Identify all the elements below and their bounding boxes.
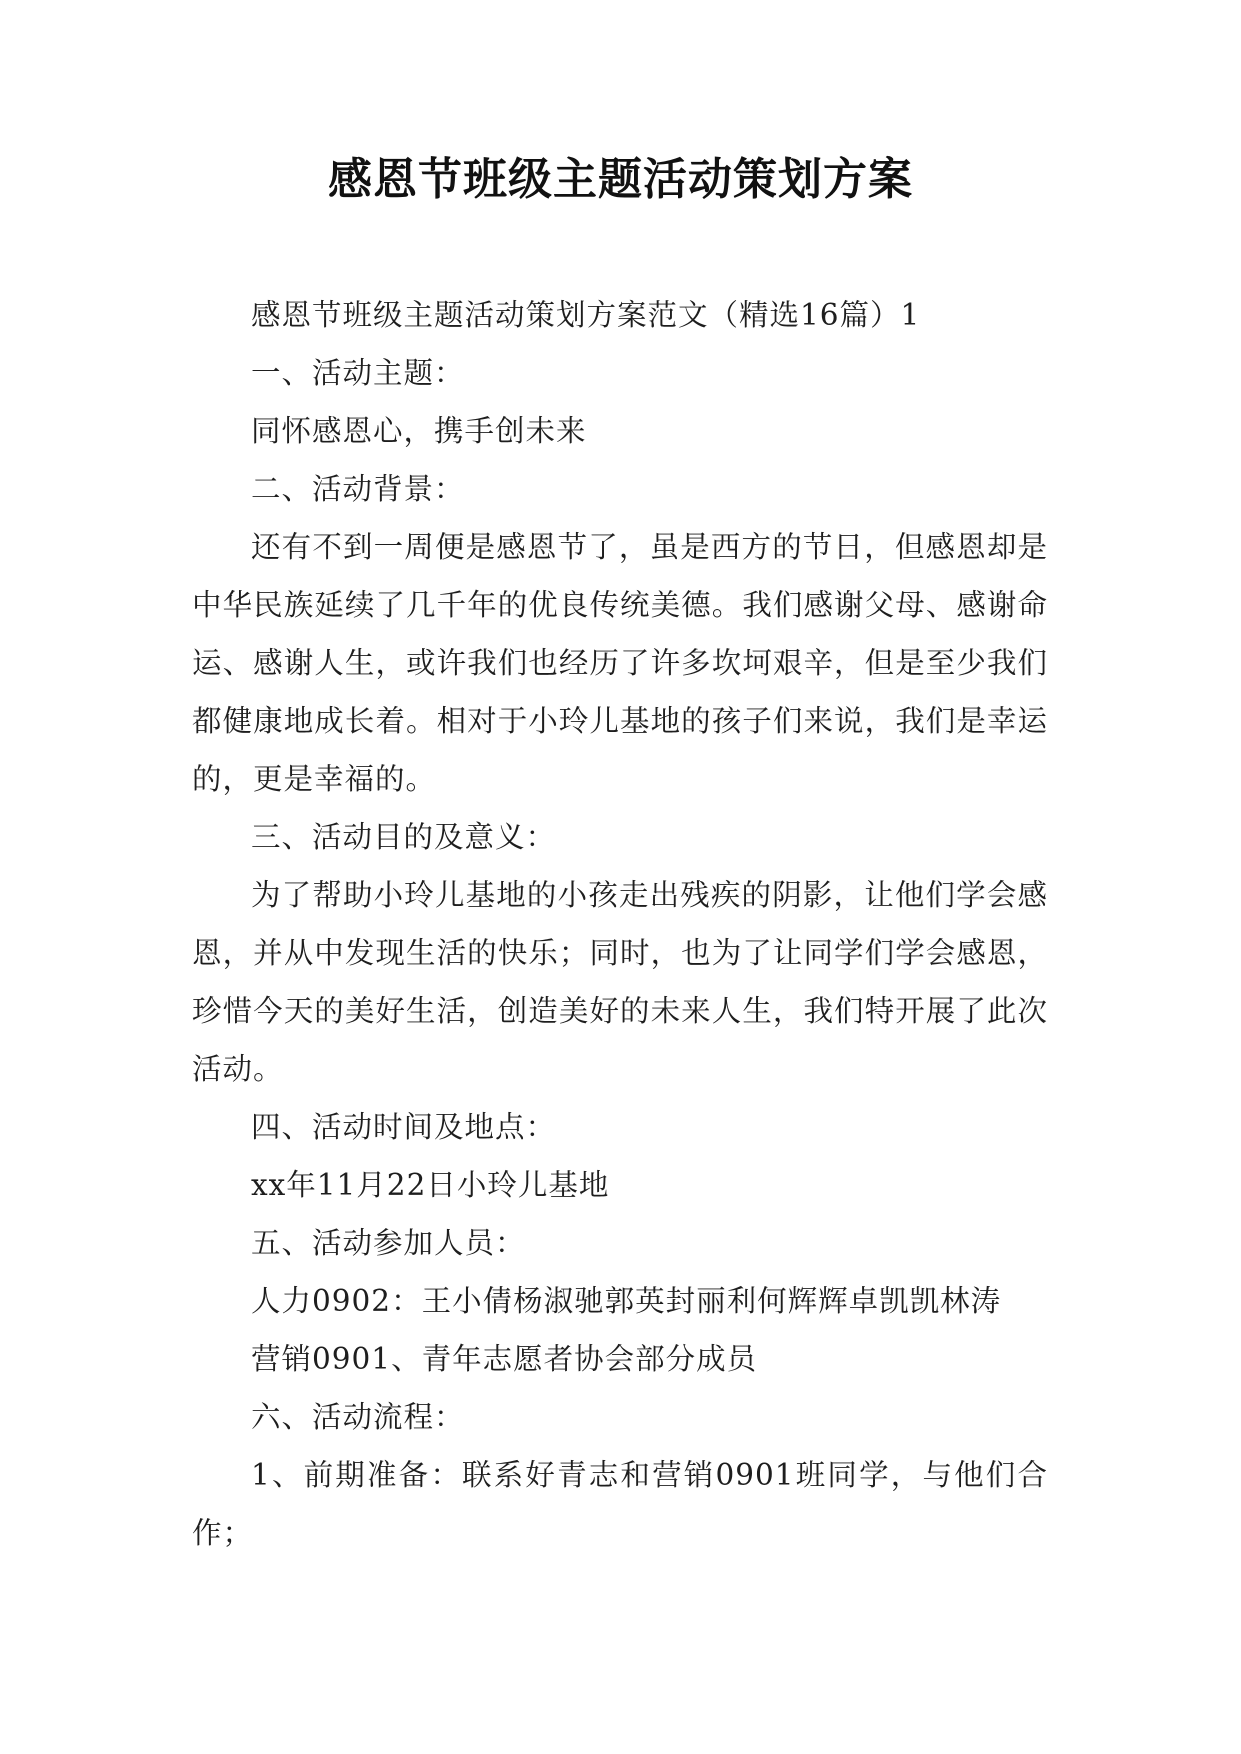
paragraph-purpose: 为了帮助小玲儿基地的小孩走出残疾的阴影，让他们学会感恩，并从中发现生活的快乐；同时，也为了让同学们学会感恩，珍惜今天的美好生活，创造美好的未来人生，我们特开展了此次活动。 <box>192 878 1048 1086</box>
section-heading-process: 六、活动流程： <box>251 1400 465 1434</box>
paragraph-theme: 同怀感恩心，携手创未来 <box>251 414 587 448</box>
document-body <box>192 286 1048 1562</box>
section-heading-background: 二、活动背景： <box>251 472 465 506</box>
paragraph-background: 还有不到一周便是感恩节了，虽是西方的节日，但感恩却是中华民族延续了几千年的优良传统美德。我们感谢父母、感谢命运、感谢人生，或许我们也经历了许多坎坷艰辛，但是至少我们都健康地成长着。相对于小玲儿基地的孩子们来说，我们是幸运的，更是幸福的。 <box>192 530 1048 796</box>
document-title: 感恩节班级主题活动策划方案 <box>328 154 913 205</box>
paragraph-participants-1: 人力0902：王小倩杨淑驰郭英封丽利何辉辉卓凯凯林涛 <box>251 1284 1002 1318</box>
paragraph-time-place: xx年11月22日小玲儿基地 <box>251 1168 610 1202</box>
section-heading-theme: 一、活动主题： <box>251 356 465 390</box>
section-heading-purpose: 三、活动目的及意义： <box>251 820 557 854</box>
paragraph-participants-2: 营销0901、青年志愿者协会部分成员 <box>251 1342 758 1376</box>
section-heading-time-place: 四、活动时间及地点： <box>251 1110 557 1144</box>
paragraph-heading-intro: 感恩节班级主题活动策划方案范文（精选16篇）1 <box>251 298 921 332</box>
section-heading-participants: 五、活动参加人员： <box>251 1226 526 1260</box>
paragraph-process-1: 1、前期准备：联系好青志和营销0901班同学，与他们合作； <box>192 1458 1048 1550</box>
